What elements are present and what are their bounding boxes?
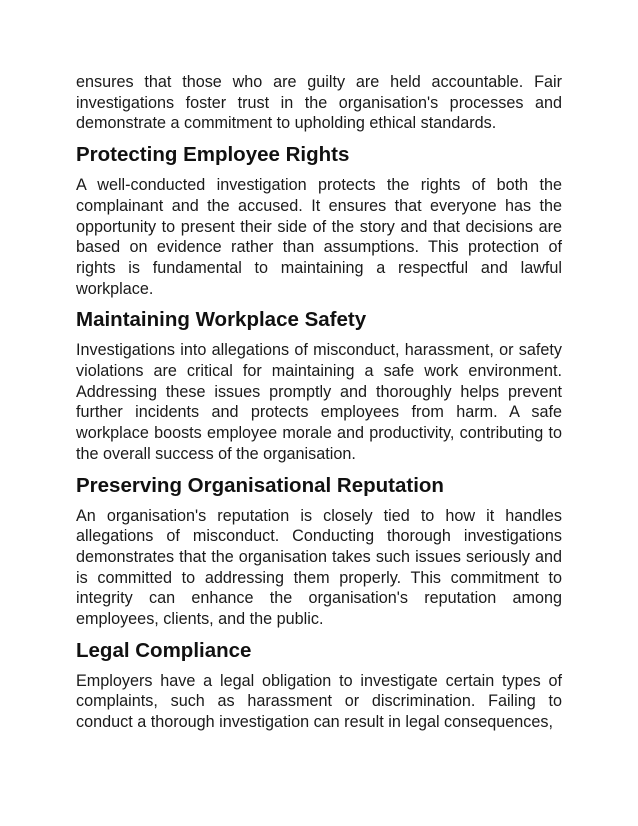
document-page — [76, 72, 562, 741]
section-legal-compliance — [76, 638, 562, 733]
section-protecting-employee-rights — [76, 142, 562, 299]
section-heading: Maintaining Workplace Safety — [76, 308, 367, 332]
intro-paragraph: ensures that those who are guilty are held accountable. Fair investigations foster trust in the organisation's processes and demonstrate a commitment to upholding ethical standards. — [76, 73, 562, 133]
section-paragraph: A well-conducted investigation protects the rights of both the complainant and the accused. It ensures that everyone has the opportunity to present their side of the story and that decisions are based on evidence rather than assumptions. This protection of rights is fundamental to maintaining a respectful and lawful workplace. — [76, 176, 562, 298]
section-maintaining-workplace-safety — [76, 307, 562, 464]
section-paragraph: Employers have a legal obligation to investigate certain types of complaints, such as harassment or discrimination. Failing to conduct a thorough investigation can result in legal consequences, — [76, 671, 562, 732]
section-heading: Legal Compliance — [76, 638, 252, 662]
section-preserving-organisational-reputation — [76, 473, 562, 630]
section-heading: Protecting Employee Rights — [76, 143, 350, 167]
section-paragraph: An organisation's reputation is closely tied to how it handles allegations of misconduct. Conducting thorough investigations demonstrates that the organisation takes such issues seriously and is committed to addressing them properly. This commitment to integrity can enhance the organisation's reputation among employees, clients, and the public. — [76, 506, 562, 629]
section-paragraph: Investigations into allegations of misconduct, harassment, or safety violations are critical for maintaining a safe work environment. Addressing these issues promptly and thoroughly helps prevent further incidents and protects employees from harm. A safe workplace boosts employee morale and productivity, contributing to the overall success of the organisation. — [76, 341, 562, 463]
section-heading: Preserving Organisational Reputation — [76, 473, 444, 497]
